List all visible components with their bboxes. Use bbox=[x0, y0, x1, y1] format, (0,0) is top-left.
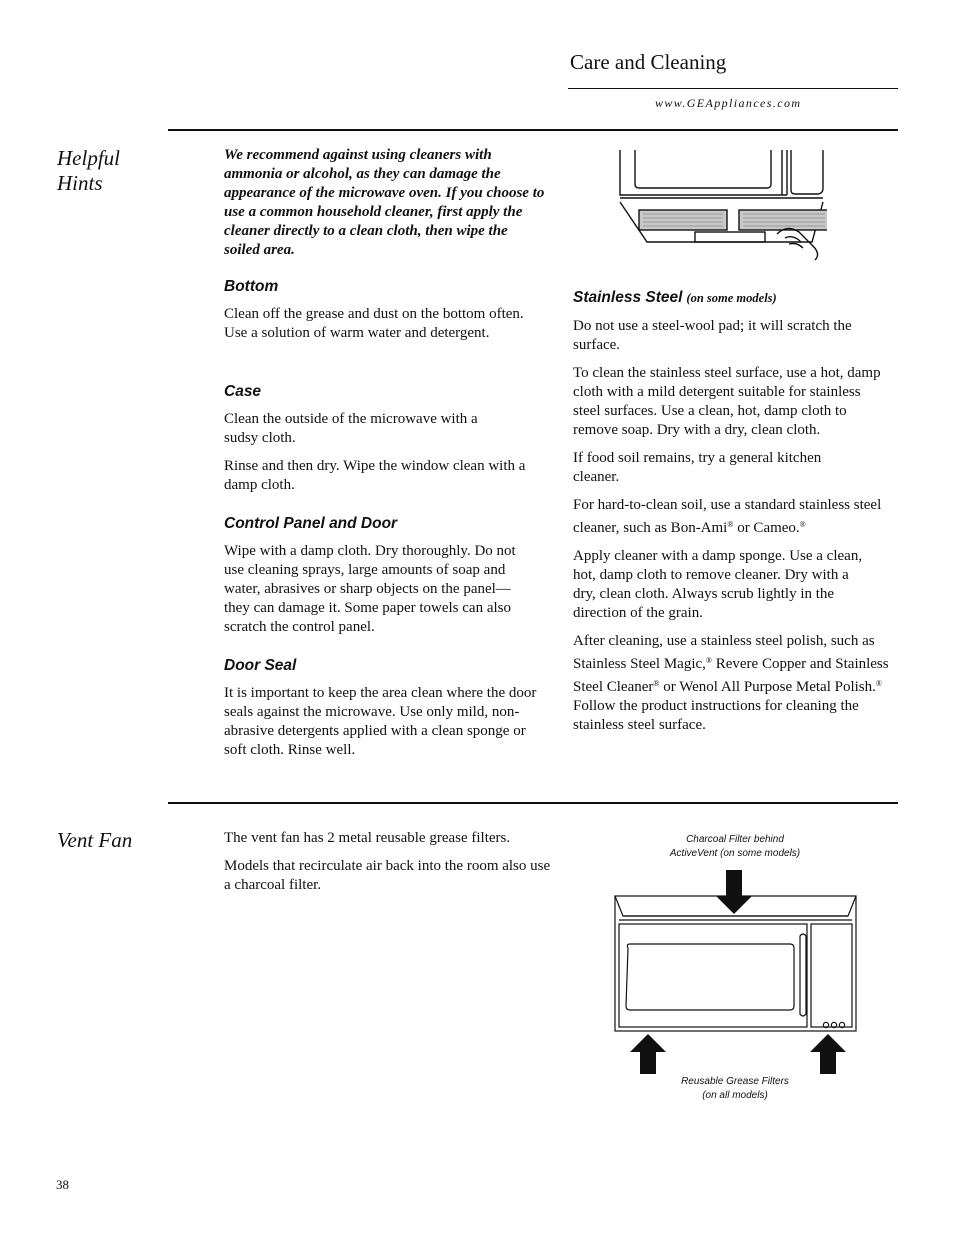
case-section bbox=[224, 383, 544, 504]
vent-fan-text bbox=[224, 829, 554, 904]
control-panel-heading: Control Panel and Door bbox=[224, 515, 398, 532]
stainless-steel-section bbox=[573, 289, 895, 744]
stainless-text-6a: After cleaning, use a stainless steel polish, such as Stainless Steel Magic, bbox=[573, 633, 875, 672]
stainless-text-1: Do not use a steel-wool pad; it will scratch the surface. bbox=[573, 318, 852, 353]
stainless-text-4b: or Cameo. bbox=[733, 520, 800, 536]
registered-mark: ® bbox=[705, 656, 712, 665]
registered-mark: ® bbox=[799, 520, 806, 529]
stainless-text-6b: Revere Copper and Stainless Steel Cleaner bbox=[573, 656, 889, 695]
vent-fan-text-2: Models that recirculate air back into the room also use a charcoal filter. bbox=[224, 858, 551, 893]
stainless-steel-heading bbox=[573, 289, 895, 307]
registered-mark: ® bbox=[875, 679, 882, 688]
stainless-text-5: Apply cleaner with a damp sponge. Use a clean, hot, damp cloth to remove cleaner. Dry with a dry, clean cloth. Always scrub lightly in the direction of the grain. bbox=[573, 548, 863, 621]
case-heading: Case bbox=[224, 383, 262, 400]
charcoal-caption-line2: ActiveVent (on some models) bbox=[669, 848, 801, 859]
control-panel-section bbox=[224, 515, 536, 646]
door-seal-section bbox=[224, 657, 544, 769]
charcoal-filter-caption bbox=[635, 833, 835, 861]
vent-fan-text-1: The vent fan has 2 metal reusable grease filters. bbox=[224, 830, 511, 846]
grease-filter-caption bbox=[635, 1075, 835, 1103]
charcoal-filter-arrow bbox=[716, 870, 752, 914]
helpful-hints-title-line1: Helpful bbox=[57, 146, 120, 170]
header-rule bbox=[568, 88, 898, 89]
case-text-2: Rinse and then dry. Wipe the window clean with a damp cloth. bbox=[224, 458, 526, 493]
website-url: www.GEAppliances.com bbox=[655, 96, 802, 110]
helpful-hints-title bbox=[57, 146, 120, 196]
registered-mark: ® bbox=[727, 520, 734, 529]
stainless-text-4a: For hard-to-clean soil, use a standard stainless steel cleaner, such as Bon-Ami bbox=[573, 497, 882, 536]
page-header-title: Care and Cleaning bbox=[570, 50, 727, 74]
stainless-text-4 bbox=[573, 496, 888, 538]
vent-fan-title: Vent Fan bbox=[57, 828, 133, 852]
registered-mark: ® bbox=[653, 679, 660, 688]
stainless-text-6d: Follow the product instructions for cleaning the stainless steel surface. bbox=[573, 698, 859, 733]
helpful-hints-title-line2: Hints bbox=[57, 171, 103, 195]
door-seal-text: It is important to keep the area clean where the door seals against the microwave. Use only mild, non-abrasive detergents applied with a clean sponge or soft cloth. Rinse well. bbox=[224, 685, 537, 758]
stainless-steel-heading-text: Stainless Steel bbox=[573, 289, 683, 306]
door-seal-heading: Door Seal bbox=[224, 657, 297, 674]
grease-caption-line2: (on all models) bbox=[702, 1090, 768, 1101]
grease-caption-line1: Reusable Grease Filters bbox=[681, 1076, 789, 1087]
stainless-steel-note: (on some models) bbox=[686, 291, 777, 305]
bottom-heading: Bottom bbox=[224, 278, 279, 295]
microwave-front-illustration bbox=[600, 866, 870, 1078]
microwave-bottom-illustration bbox=[617, 150, 827, 270]
stainless-text-6 bbox=[573, 632, 895, 735]
control-panel-text: Wipe with a damp cloth. Dry thoroughly. Do not use cleaning sprays, large amounts of soap and water, abrasives or sharp objects on the panel—they can damage it. Some paper towels can also scratch the control panel. bbox=[224, 543, 516, 635]
charcoal-caption-line1: Charcoal Filter behind bbox=[686, 834, 784, 845]
stainless-text-6c: or Wenol All Purpose Metal Polish. bbox=[659, 679, 876, 695]
case-text-1: Clean the outside of the microwave with a sudsy cloth. bbox=[224, 411, 478, 446]
stainless-text-2: To clean the stainless steel surface, use a hot, damp cloth with a mild detergent suitable for stainless steel surfaces. Use a clean, hot, damp cloth to remove soap. Dry with a dry, clean cloth. bbox=[573, 365, 881, 438]
page-number: 38 bbox=[56, 1177, 69, 1192]
section-divider-top bbox=[168, 129, 898, 131]
bottom-text: Clean off the grease and dust on the bottom often. Use a solution of warm water and detergent. bbox=[224, 306, 524, 341]
stainless-text-3: If food soil remains, try a general kitchen cleaner. bbox=[573, 450, 822, 485]
cleaner-warning: We recommend against using cleaners with ammonia or alcohol, as they can damage the appearance of the microwave oven. If you choose to use a common household cleaner, first apply the cleaner directly to a clean cloth, then wipe the soiled area. bbox=[224, 147, 545, 258]
bottom-section bbox=[224, 278, 544, 352]
section-divider-vent bbox=[168, 802, 898, 804]
